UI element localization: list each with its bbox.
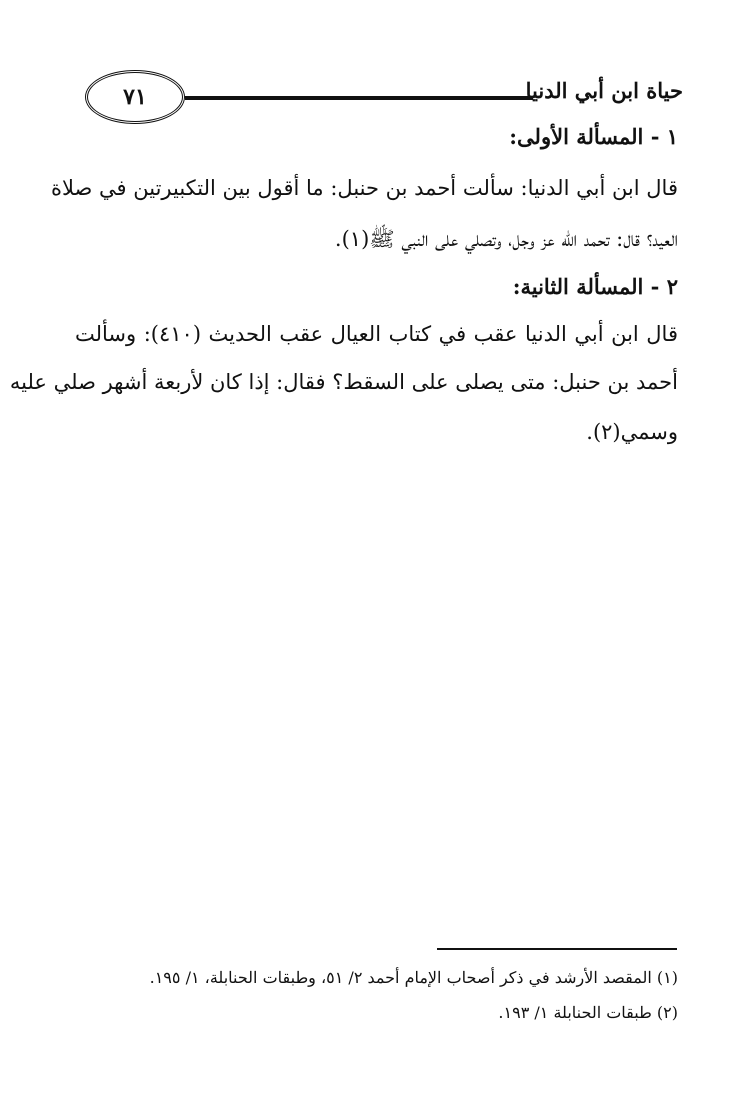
footnote-rule [437, 948, 677, 950]
footnote-1: (١) المقصد الأرشد في ذكر أصحاب الإمام أحمد ٢/ ٥١، وطبقات الحنابلة، ١/ ١٩٥. [149, 968, 678, 987]
issue-2-line-1: قال ابن أبي الدنيا عقب في كتاب العيال عقب الحديث (٤١٠): وسألت [75, 322, 678, 346]
page-number-badge [85, 70, 185, 124]
footnote-2: (٢) طبقات الحنابلة ١/ ١٩٣. [498, 1003, 678, 1022]
issue-2-line-2: أحمد بن حنبل: متى يصلى على السقط؟ فقال: إذا كان لأربعة أشهر صلي عليه [9, 370, 678, 394]
page-number: ٧١ [123, 84, 147, 110]
issue-1-line-2: العيد؟ قال: تحمد الله عز وجل، وتصلي على النبي ﷺ(١). [334, 227, 678, 251]
issue-1-heading: ١ - المسألة الأولى: [509, 124, 678, 149]
running-title: حياة ابن أبي الدنيا [525, 78, 683, 103]
issue-1-line-1: قال ابن أبي الدنيا: سألت أحمد بن حنبل: ما أقول بين التكبيرتين في صلاة [51, 176, 678, 200]
header-rule [185, 96, 533, 100]
page-header [85, 70, 683, 128]
issue-2-line-3: وسمي(٢). [586, 420, 678, 444]
issue-2-heading: ٢ - المسألة الثانية: [512, 274, 678, 299]
